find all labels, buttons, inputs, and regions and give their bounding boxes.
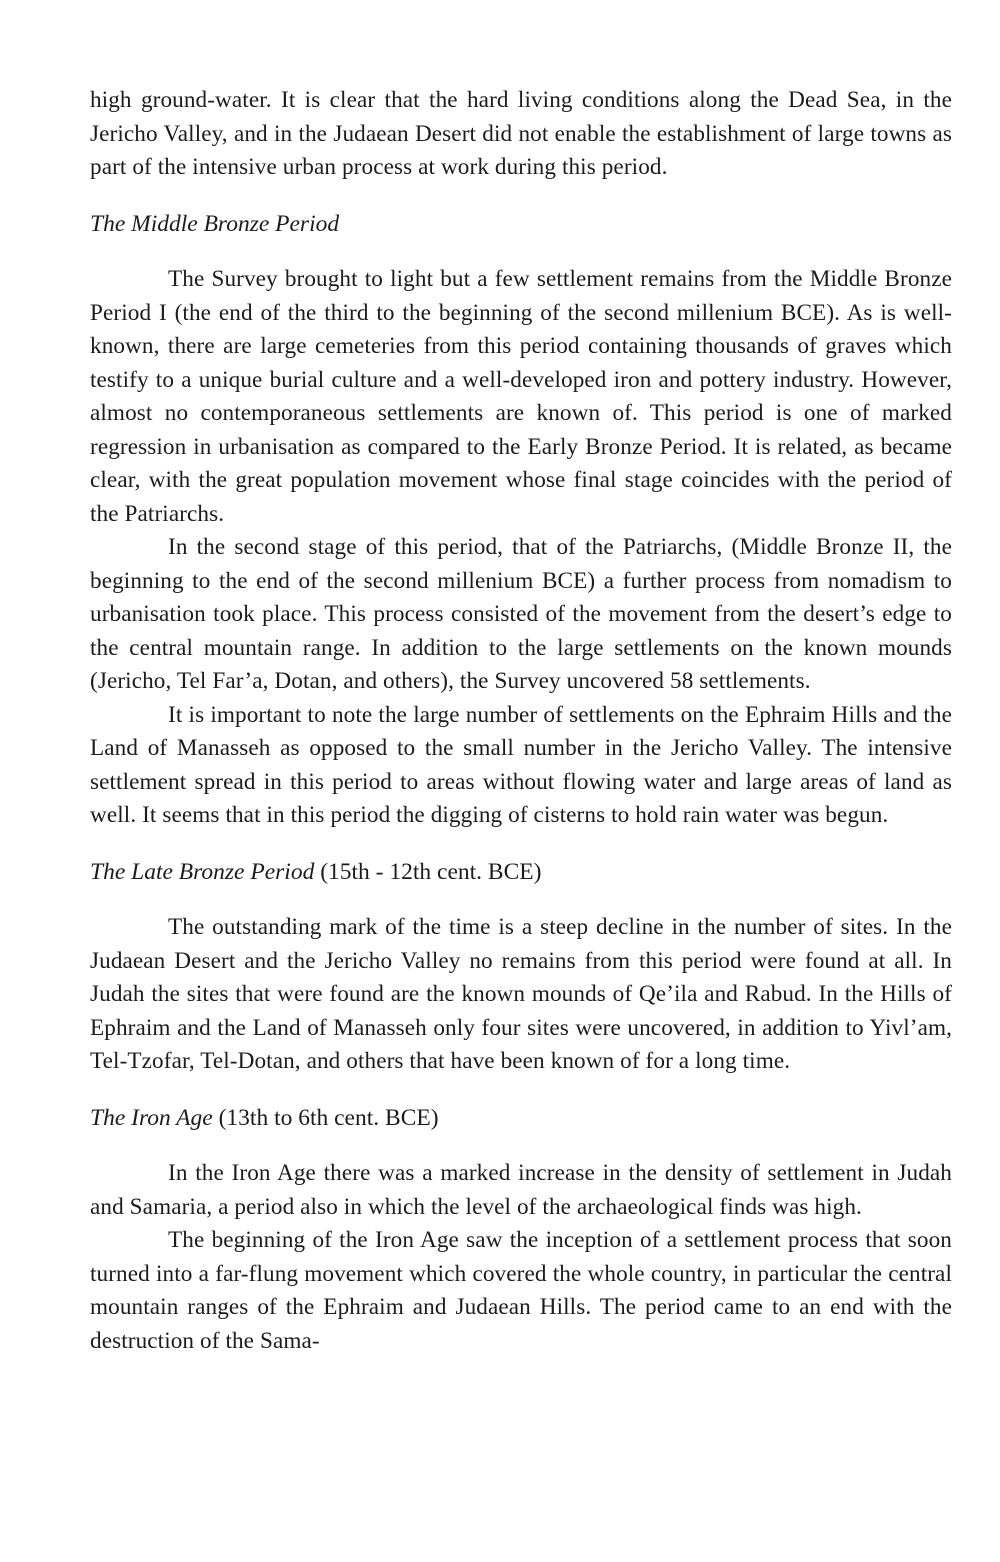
section-heading-title: The Iron Age (90, 1104, 213, 1131)
section-heading-title: The Middle Bronze Period (90, 210, 340, 237)
opening-paragraph: high ground-water. It is clear that the hard living conditions along the Dead Sea, in the Jericho Valley, and in the Judaean Desert did not enable the establishment of large towns as part of the intensive urban process at work during this period. (90, 87, 952, 180)
paragraph: The beginning of the Iron Age saw the inception of a settlement process that soon turned into a far-flung movement which covered the whole country, in particular the central mountain ranges of the Ephraim and Judaean Hills. The period came to an end with the destruction of the Sama- (90, 1227, 952, 1354)
document-page (90, 84, 952, 1358)
paragraph: In the Iron Age there was a marked increase in the density of settlement in Judah and Samaria, a period also in which the level of the archaeological finds was high. (90, 1160, 952, 1220)
section-heading-iron-age (90, 1102, 952, 1136)
paragraph: The outstanding mark of the time is a steep decline in the number of sites. In the Judaean Desert and the Jericho Valley no remains from this period were found at all. In Judah the sites that were found are the known mounds of Qe’ila and Rabud. In the Hills of Ephraim and the Land of Manasseh only four sites were uncovered, in addition to Yivl’am, Tel-Tzofar, Tel-Dotan, and others that have been known of for a long time. (90, 914, 952, 1074)
paragraph: It is important to note the large number of settlements on the Ephraim Hills and the Land of Manasseh as opposed to the small number in the Jericho Valley. The intensive settlement spread in this period to areas without flowing water and large areas of land as well. It seems that in this period the digging of cisterns to hold rain water was begun. (90, 701, 952, 828)
section-heading-late-bronze (90, 856, 952, 890)
section-heading-dates: (15th - 12th cent. BCE) (314, 858, 542, 885)
section-heading-dates: (13th to 6th cent. BCE) (212, 1104, 439, 1131)
paragraph: In the second stage of this period, that of the Patriarchs, (Middle Bronze II, the beginning to the end of the second millenium BCE) a further process from nomadism to urbanisation took place. This process consisted of the movement from the desert’s edge to the central mountain range. In addition to the large settlements on the known mounds (Jericho, Tel Far’a, Dotan, and others), the Survey uncovered 58 settlements. (90, 534, 952, 694)
section-heading-title: The Late Bronze Period (90, 858, 315, 885)
paragraph: The Survey brought to light but a few settlement remains from the Middle Bronze Period I (the end of the third to the beginning of the second millenium BCE). As is well-known, there are large cemeteries from this period containing thousands of graves which testify to a unique burial culture and a well-developed iron and pottery industry. However, almost no contemporaneous settlements are known of. This period is one of marked regression in urbanisation as compared to the Early Bronze Period. It is related, as became clear, with the great population movement whose final stage coincides with the period of the Patriarchs. (90, 266, 952, 527)
section-heading-middle-bronze (90, 208, 952, 242)
